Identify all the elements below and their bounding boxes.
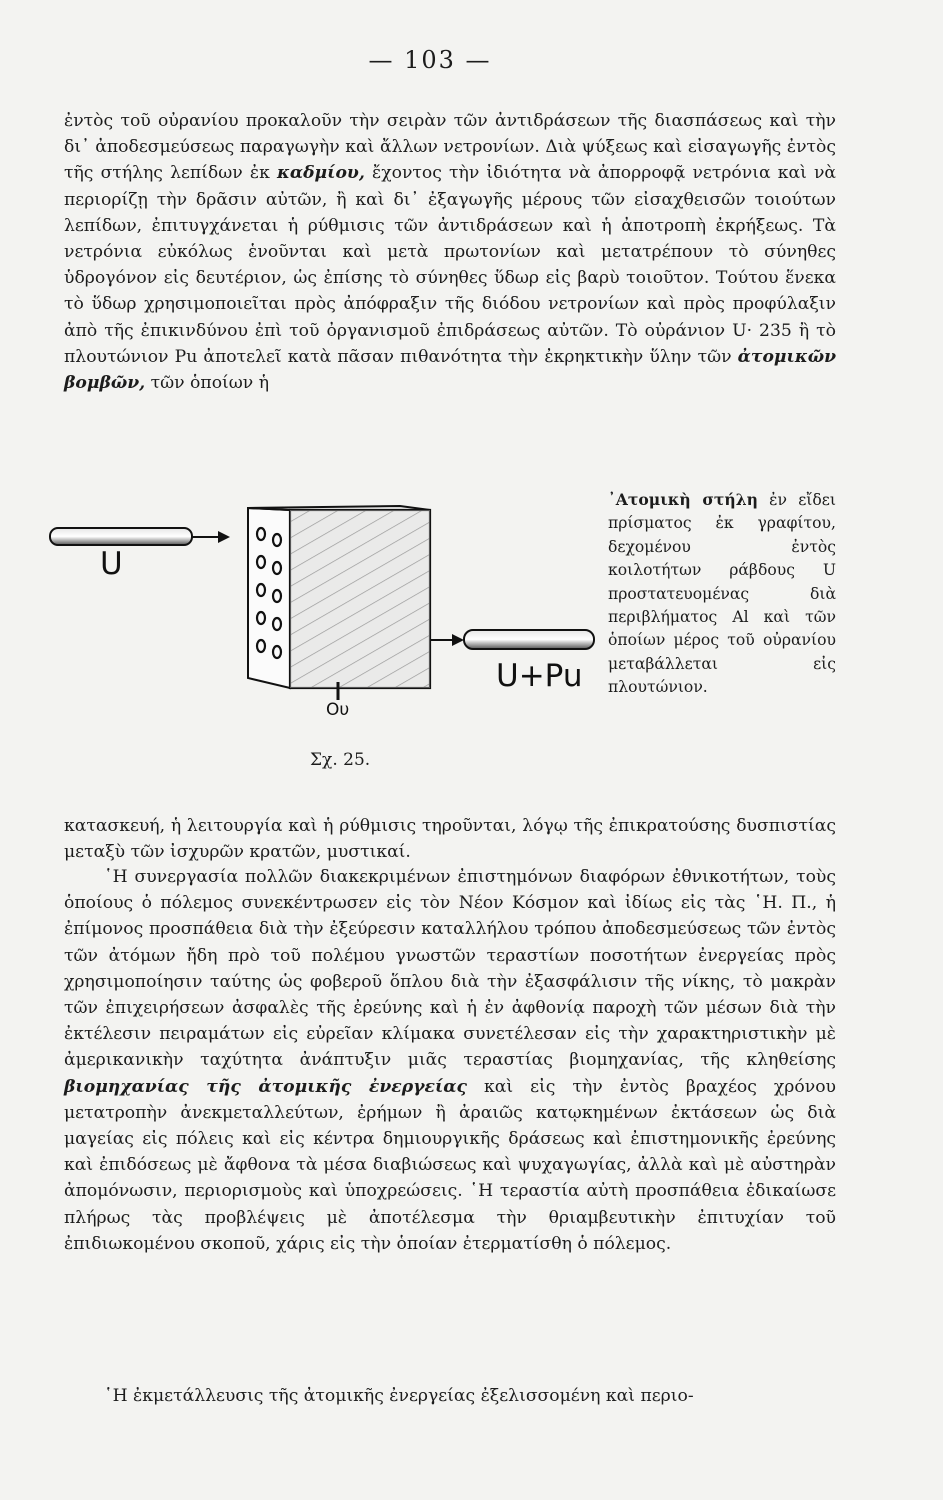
figure-caption: Σχ. 25. [310, 750, 371, 770]
paragraph-1-text-3: τῶν ὁποίων ἡ [145, 373, 270, 394]
paragraph-1-bold-cadmium: καδμίου, [276, 163, 365, 184]
paragraph-1-bold-bombs: ἀτομικῶν βομβῶν, [64, 346, 836, 394]
paragraph-3-text-1: ῾Η συνεργασία πολλῶν διακεκριμένων ἐπιστημόνων διαφόρων ἐθνικοτήτων, τοὺς ὁποίους ὁ πόλεμος συνεκέντρωσεν εἰς τὸν Νέον Κόσμον καὶ ἰδίως εἰς τὰς ῾Η. Π., ἡ ἐπίμονος προσπάθεια διὰ τὴν ἐξεύρεσιν καταλλήλου τρόπου ἀποδεσμεύσεως τῶν ἐντὸς τῶν ἀτόμων ἤδη πρὸ τοῦ πολέμου γνωστῶν τεραστίων ποσοτήτων ἐνεργείας πρὸς χρησιμοποίησιν ταύτης ὡς φοβεροῦ ὅπλου διὰ τὴν ἐξασφάλισιν τῆς νίκης, τὸ μακρὰν τῶν ἐπιχειρήσεων ἀσφαλὲς τῆς ἐρεύνης καὶ ἡ ἐν ἀφθονίᾳ παροχὴ τῶν μέσων διὰ τὴν ἐκτέλεσιν πειραμάτων εἰς εὐρεῖαν κλίμακα συνετέλεσαν εἰς τὴν χαρακτηριστικὴν μὲ ἀμερικανικὴν ταχύτητα ἀνάπτυξιν μιᾶς τεραστίας βιομηχανίας, τῆς κληθείσης [64, 867, 836, 1071]
paragraph-2: κατασκευή, ἡ λειτουργία καὶ ἡ ρύθμισις τηροῦνται, λόγῳ τῆς ἐπικρατούσης δυσπιστίας μεταξὺ τῶν ἰσχυρῶν κρατῶν, μυστικαί. [64, 816, 836, 863]
paragraph-4: ῾Η ἐκμετάλλευσις τῆς ἀτομικῆς ἐνεργείας ἐξελισσομένη καὶ περιο- [104, 1386, 694, 1406]
page-number: — 103 — [368, 46, 492, 74]
label-uranium-plutonium: U+Pu [496, 658, 583, 694]
paragraph-1 [64, 108, 836, 396]
graphite-prism [248, 506, 430, 688]
side-caption-bold: ᾿Ατομικὴ στήλη [608, 490, 759, 509]
paragraph-3 [64, 864, 836, 1257]
atomic-pile-figure [40, 488, 600, 778]
side-caption-text: ἐν εἴδει πρίσματος ἐκ γραφίτου, δεχομένου ἐντὸς κοιλοτήτων ράβδους U προστατευομένας διὰ περιβλήματος Al καὶ τῶν ὁποίων μέρος τοῦ οὐρανίου μεταβάλλεται εἰς πλουτώνιον. [608, 491, 836, 697]
paragraph-3-bold-industry: βιομηχανίας τῆς ἀτομικῆς ἐνεργείας [64, 1076, 467, 1097]
atomic-pile-drawing [40, 488, 600, 778]
label-uranium: U [100, 546, 123, 582]
uranium-rod-incoming [50, 528, 230, 545]
label-bottom: Ου [326, 700, 350, 720]
paragraph-1-text-2: ἔχοντος τὴν ἰδιότητα νὰ ἀπορροφᾷ νετρόνια καὶ νὰ περιορίζῃ τὴν δρᾶσιν αὐτῶν, ἢ καὶ δι᾿ ἐξαγωγῆς μέρους τῶν εἰσαχθεισῶν τοιούτων λεπίδων, ἐπιτυγχάνεται ἡ ρύθμισις τῶν ἀντιδράσεων καὶ ἡ ἀποτροπὴ ἐκρήξεως. Τὰ νετρόνια εὐκόλως ἑνοῦνται καὶ μετὰ πρωτονίων καὶ μετατρέπουν τὸ σύνηθες ὑδρογόνον εἰς δευτέριον, ὡς ἐπίσης τὸ σύνηθες ὕδωρ εἰς βαρὺ τοιοῦτον. Τούτου ἕνεκα τὸ ὕδωρ χρησιμοποιεῖται πρὸς ἀπόφραξιν τῆς διόδου νετρονίων καὶ πρὸς προφύλαξιν ἀπὸ τῆς ἐπικινδύνου ἐπὶ τοῦ ὀργανισμοῦ ἐπιδράσεως αὐτῶν. Τὸ οὐράνιον U· 235 ἢ τὸ πλουτώνιον Pu ἀποτελεῖ κατὰ πᾶσαν πιθανότητα τὴν ἐκρηκτικὴν ὕλην τῶν [64, 163, 837, 367]
paragraph-3-text-2: καὶ εἰς τὴν ἐντὸς βραχέος χρόνου μετατροπὴν ἀνεκμεταλλεύτων, ἐρήμων ἢ ἀραιῶς κατῳκημένων ἐκτάσεων ὡς διὰ μαγείας εἰς πόλεις καὶ εἰς κέντρα δημιουργικῆς δράσεως καὶ ἐπιστημονικῆς ἐρεύνης καὶ ἐπιδόσεως μὲ ἄφθονα τὰ μέσα διαβιώσεως καὶ ψυχαγωγίας, ἀλλὰ καὶ μὲ αὐστηρὰν ἀπομόνωσιν, περιορισμοὺς καὶ ὑποχρεώσεις. ῾Η τεραστία αὐτὴ προσπάθεια ἐδικαίωσε πλήρως τὰς προβλέψεις μὲ ἀποτέλεσμα τὴν θριαμβευτικὴν ἐπιτυχίαν τοῦ ἐπιδιωκομένου σκοποῦ, χάρις εἰς τὴν ὁποίαν ἐτερματίσθη ὁ πόλεμος. [64, 1076, 836, 1254]
uranium-plutonium-rod-outgoing [430, 630, 594, 649]
figure-side-caption [608, 488, 836, 700]
paragraph-1-text-1: ἐντὸς τοῦ οὐρανίου προκαλοῦν τὴν σειρὰν τῶν ἀντιδράσεων τῆς διασπάσεως καὶ τὴν δι᾿ ἀποδεσμεύσεως παραγωγὴν καὶ ἄλλων νετρονίων. Διὰ ψύξεως καὶ εἰσαγωγῆς ἐντὸς τῆς στήλης λεπίδων ἐκ [64, 111, 836, 184]
